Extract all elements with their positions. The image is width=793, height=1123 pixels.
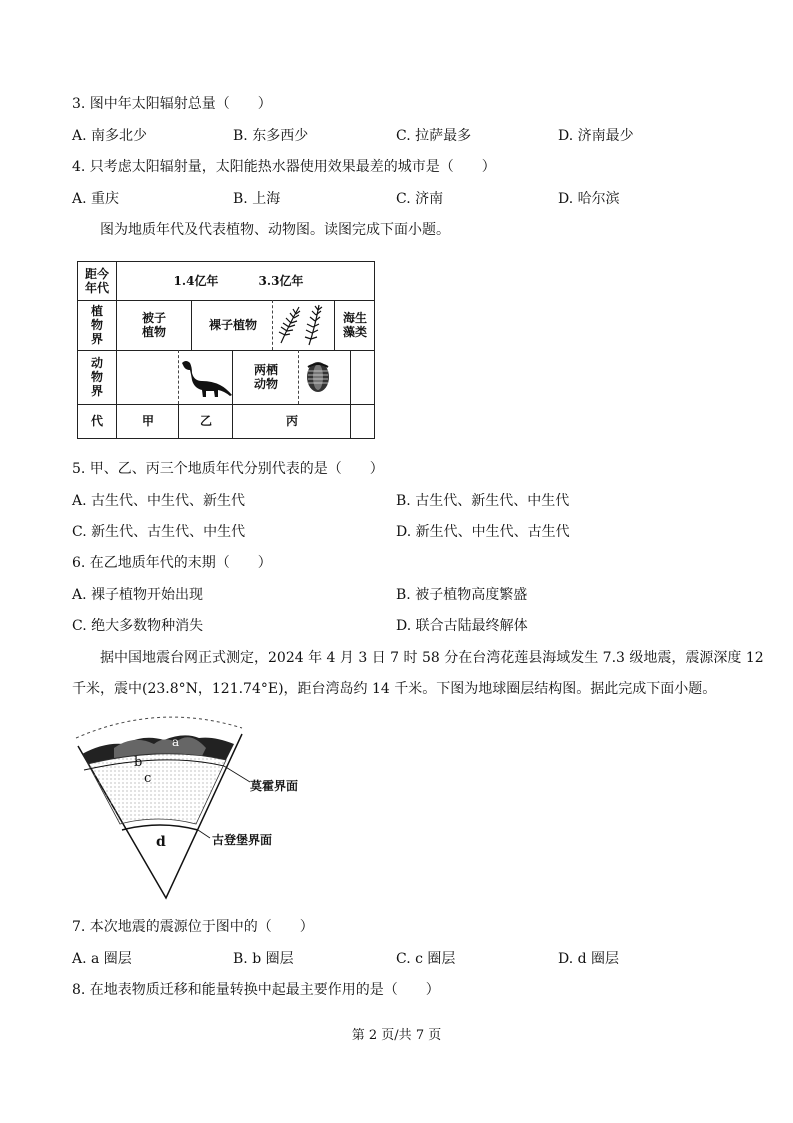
- era-bing: 丙: [285, 414, 298, 428]
- page-footer: 第 2 页/共 7 页: [351, 1028, 442, 1043]
- fern-illustration: [272, 300, 334, 350]
- q7-option-c: C. c 圈层: [396, 951, 456, 967]
- q5-option-c: C. 新生代、古生代、中生代: [72, 524, 246, 540]
- earth-layers-diagram: [74, 714, 314, 900]
- layer-a-label: a: [172, 735, 180, 749]
- dinosaur-icon: [178, 350, 234, 404]
- age-3-3: 3.3亿年: [258, 274, 304, 288]
- geologic-time-table: [77, 261, 375, 439]
- q8-stem: 8. 在地表物质迁移和能量转换中起最主要作用的是（ ）: [72, 982, 440, 998]
- q7-option-a: A. a 圈层: [72, 951, 132, 967]
- q7-stem: 7. 本次地震的震源位于图中的（ ）: [72, 919, 314, 935]
- table-row: [78, 300, 374, 351]
- q3-option-d: D. 济南最少: [558, 128, 634, 144]
- era-jia: 甲: [141, 414, 154, 428]
- q7-option-d: D. d 圈层: [558, 951, 620, 967]
- era-yi: 乙: [199, 414, 212, 428]
- layer-c-label: c: [144, 771, 152, 786]
- amphibian-label: 两栖动物: [253, 363, 278, 391]
- q4-option-b: B. 上海: [233, 191, 281, 207]
- q4-option-c: C. 济南: [396, 191, 444, 207]
- quake-intro-line-2: 千米，震中(23.8°N，121.74°E)，距台湾岛约 14 千米。下图为地球圈层结构图。据此完成下面小题。: [72, 681, 717, 697]
- age-1-4: 1.4亿年: [173, 274, 219, 288]
- q6-option-c: C. 绝大多数物种消失: [72, 618, 204, 634]
- q4-stem: 4. 只考虑太阳辐射量，太阳能热水器使用效果最差的城市是（ ）: [72, 159, 496, 175]
- q6-option-b: B. 被子植物高度繁盛: [396, 587, 528, 603]
- q5-stem: 5. 甲、乙、丙三个地质年代分别代表的是（ ）: [72, 461, 384, 477]
- q4-option-a: A. 重庆: [72, 191, 120, 207]
- layer-d-label: d: [156, 834, 166, 850]
- angiosperm-label: 被子植物: [141, 311, 166, 339]
- age-header-label: 距今年代: [84, 267, 109, 295]
- layer-b-label: b: [134, 755, 143, 770]
- q3-option-b: B. 东多西少: [233, 128, 309, 144]
- plant-label: 植物界: [90, 304, 103, 346]
- era-label: 代: [90, 414, 103, 428]
- q6-option-d: D. 联合古陆最终解体: [396, 618, 528, 634]
- q7-option-b: B. b 圈层: [233, 951, 294, 967]
- q3-option-c: C. 拉萨最多: [396, 128, 472, 144]
- gymnosperm-label: 裸子植物: [208, 318, 257, 332]
- moho-label: 莫霍界面: [250, 779, 299, 793]
- marine-algae-label: 海生藻类: [342, 311, 367, 339]
- q6-stem: 6. 在乙地质年代的末期（ ）: [72, 555, 272, 571]
- q3-option-a: A. 南多北少: [72, 128, 148, 144]
- table-row: [78, 404, 374, 438]
- quake-intro-line-1: 据中国地震台网正式测定，2024 年 4 月 3 日 7 时 58 分在台湾花莲县海域发生 7.3 级地震，震源深度 12: [100, 650, 764, 666]
- gutenberg-label: 古登堡界面: [212, 833, 273, 847]
- table-row: [78, 262, 374, 301]
- q4-option-d: D. 哈尔滨: [558, 191, 620, 207]
- geo-intro: 图为地质年代及代表植物、动物图。读图完成下面小题。: [100, 222, 450, 238]
- animal-label: 动物界: [90, 356, 103, 398]
- q5-option-d: D. 新生代、中生代、古生代: [396, 524, 570, 540]
- q3-stem: 3. 图中年太阳辐射总量（ ）: [72, 96, 272, 112]
- table-row: [78, 350, 374, 405]
- trilobite-icon: [300, 350, 336, 404]
- q5-option-a: A. 古生代、中生代、新生代: [72, 493, 246, 509]
- q6-option-a: A. 裸子植物开始出现: [72, 587, 204, 603]
- q5-option-b: B. 古生代、新生代、中生代: [396, 493, 570, 509]
